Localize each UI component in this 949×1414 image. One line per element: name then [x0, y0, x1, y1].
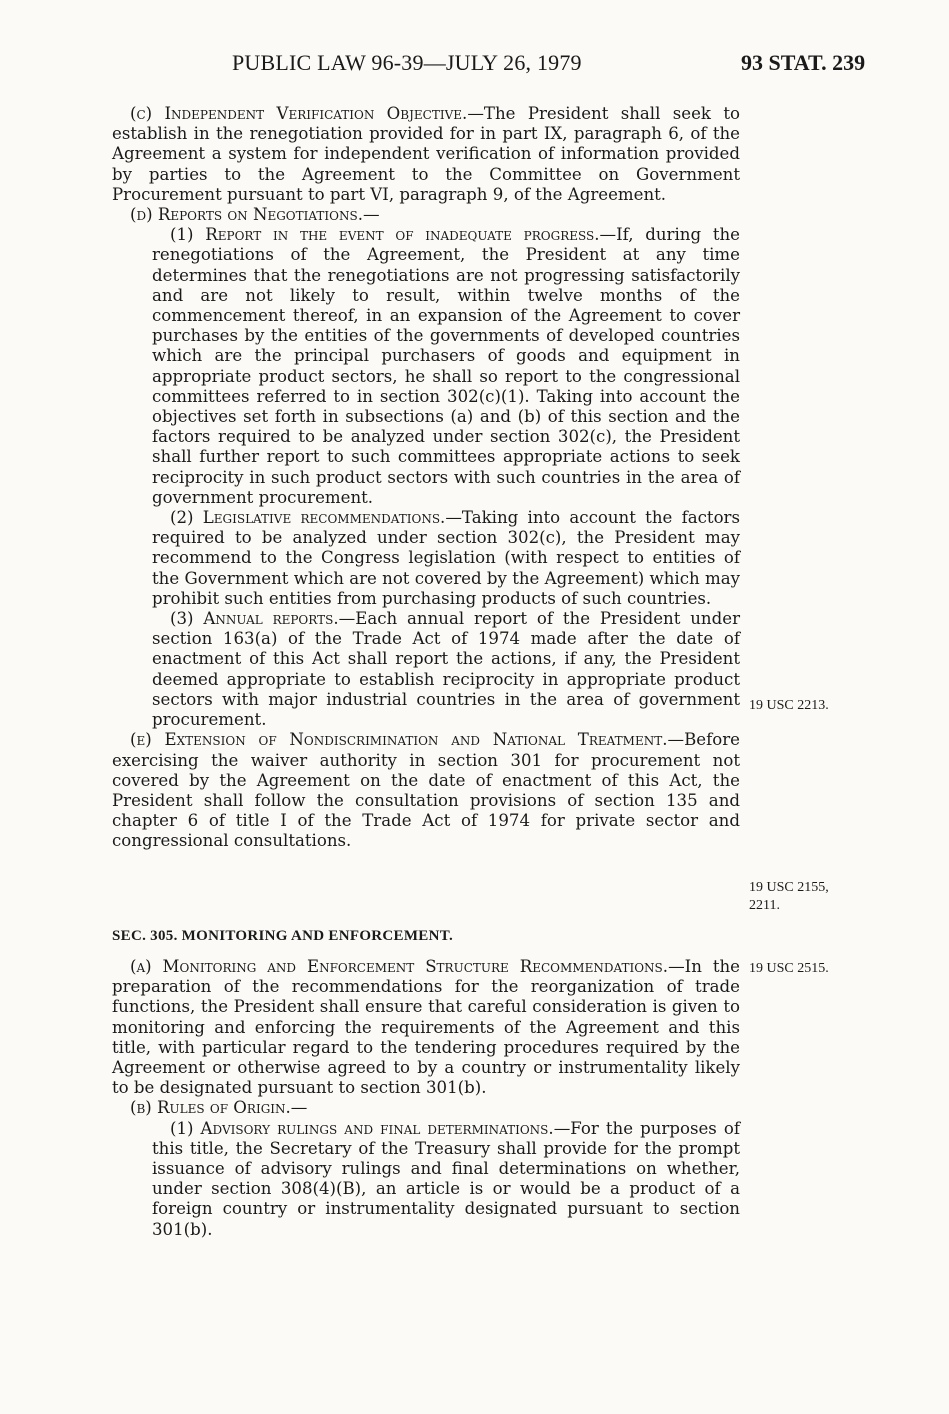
- section-305-heading: SEC. 305. MONITORING AND ENFORCEMENT.: [112, 928, 453, 944]
- paragraph-c-heading: (c) Independent Verification Objective.: [130, 104, 468, 123]
- page-header-title: PUBLIC LAW 96-39—JULY 26, 1979: [232, 50, 582, 75]
- paragraph-b1-heading: (1) Advisory rulings and final determinations.: [170, 1118, 554, 1138]
- paragraph-c-text: —The President shall seek to establish in the renegotiation provided for in part IX, paragraph 6, of the Agreement a system for independent verification of information provided by parties to the Agreement to the Committee on Government Procurement pursuant to part VI, paragraph 9, of the Agreement.: [112, 104, 740, 204]
- paragraph-c: [112, 104, 740, 205]
- paragraph-d2: [112, 508, 740, 609]
- paragraph-d-text: —: [362, 205, 380, 225]
- paragraph-b-text: —: [290, 1098, 308, 1118]
- paragraph-d1-text: —If, during the renegotiations of the Agreement, the President at any time determines that the renegotiations are not progressing satisfactorily and are not likely to result, within twelve months of the commencement thereof, in an expansion of the Agreement to cover purchases by the entities of the governments of developed countries which are the principal purchasers of goods and equipment in appropriate product sectors, he shall so report to the congressional committees referred to in section 302(c)(1). Taking into account the objectives set forth in subsections (a) and (b) of this section and the factors required to be analyzed under section 302(c), the President shall further report to such committees appropriate actions to seek reciprocity in such product sectors with such countries in the area of government procurement.: [152, 225, 740, 507]
- margin-citation-2155-line2: 2211.: [749, 898, 780, 913]
- paragraph-d2-heading: (2) Legislative recommendations.: [170, 508, 446, 528]
- paragraph-d3: [112, 609, 740, 730]
- paragraph-a: [112, 957, 740, 1098]
- margin-citation-2213: 19 USC 2213.: [749, 698, 829, 713]
- paragraph-b1-text: —For the purposes of this title, the Secretary of the Treasury shall provide for the prompt issuance of advisory rulings and final determinations on whether, under section 308(4)(B), an article is or would be a product of a foreign country or instrumentality designated pursuant to section 301(b).: [152, 1118, 740, 1239]
- paragraph-b: [112, 1098, 740, 1118]
- paragraph-d3-heading: (3) Annual reports.: [170, 609, 339, 629]
- paragraph-e-text: —Before exercising the waiver authority in section 301 for procurement not covered by the Agreement on the date of enactment of this Act, the President shall follow the consultation provisions of section 135 and chapter 6 of title I of the Trade Act of 1974 for private sector and congressional consultations.: [112, 730, 740, 851]
- paragraph-d1-heading: (1) Report in the event of inadequate progress.: [170, 225, 600, 245]
- paragraph-d: [112, 205, 740, 225]
- margin-citation-2155-line1: 19 USC 2155,: [749, 880, 829, 895]
- paragraph-b-heading: (b) Rules of Origin.: [130, 1098, 291, 1118]
- paragraph-e: [112, 730, 740, 851]
- paragraph-d-heading: (d) Reports on Negotiations.: [130, 205, 363, 225]
- section-304-body: [112, 104, 740, 852]
- section-305-body: [112, 957, 740, 1240]
- margin-citation-2515: 19 USC 2515.: [749, 961, 829, 976]
- paragraph-d1: [112, 225, 740, 508]
- paragraph-e-heading: (e) Extension of Nondiscrimination and National Treatment.: [130, 730, 668, 750]
- margin-citation-2155: [749, 879, 829, 915]
- paragraph-d2-text: —Taking into account the factors required to be analyzed under section 302(c), the President may recommend to the Congress legislation (with respect to entities of the Government which are not covered by the Agreement) which may prohibit such entities from purchasing products of such countries.: [152, 508, 741, 608]
- paragraph-b1: [112, 1119, 740, 1240]
- paragraph-d3-text: —Each annual report of the President under section 163(a) of the Trade Act of 1974 made after the date of enactment of this Act shall report the actions, if any, the President deemed appropriate to establish reciprocity in appropriate product sectors with major industrial countries in the area of government procurement.: [152, 609, 740, 730]
- paragraph-a-heading: (a) Monitoring and Enforcement Structure Recommendations.: [130, 957, 669, 976]
- page-header-stat: 93 STAT. 239: [741, 50, 866, 75]
- paragraph-a-text: —In the preparation of the recommendations for the reorganization of trade functions, the President shall ensure that careful consideration is given to monitoring and enforcing the requirements of the Agreement and this title, with particular regard to the tendering procedures required by the Agreement or otherwise agreed to by a country or instrumentality likely to be designated pursuant to section 301(b).: [112, 957, 741, 1098]
